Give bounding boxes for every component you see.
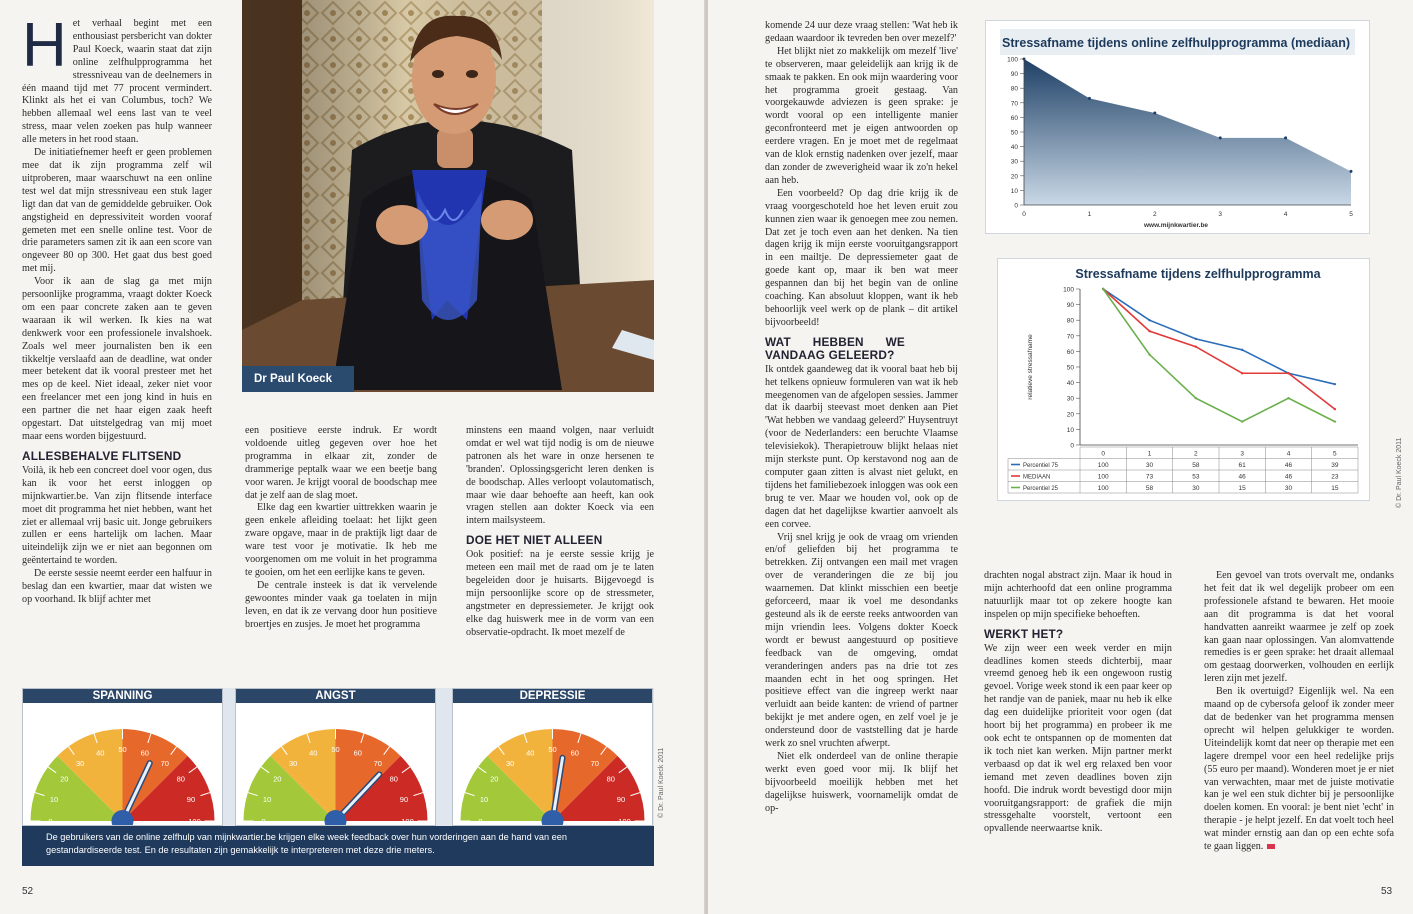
data-point <box>1153 112 1156 115</box>
y-tick-label: 40 <box>1066 380 1074 388</box>
y-tick-label: 100 <box>1063 286 1074 294</box>
y-tick-label: 30 <box>1066 395 1074 403</box>
x-tick-label: 1 <box>1087 211 1092 218</box>
gauge-tick-label: 40 <box>309 748 318 758</box>
gauge-title: DEPRESSIE <box>453 689 652 703</box>
gauge-tick-label: 70 <box>590 758 599 768</box>
gauge-tick-label: 20 <box>490 774 499 784</box>
gauge-tick-label: 60 <box>353 748 362 758</box>
table-cell: 58 <box>1145 485 1154 492</box>
gauge-tick-label: 40 <box>96 748 105 758</box>
table-cell: 30 <box>1192 485 1200 492</box>
gauge-caption: De gebruikers van de online zelfhulp van mijnkwartier.be krijgen elke week feedback over hun vorderingen aan de hand van een gestandardiseerde test. En de resultaten zijn gemakkelijk te interpreteren met deze drie meters. <box>22 826 654 866</box>
data-point <box>1284 136 1287 139</box>
paragraph: Ook positief: na je eerste sessie krijg je meteen een mail met de raad om je te laten begeleiden door je huisarts. Bijgevoegd is mijn persoonlijke score op de stressmeter, angstmeter en depressiemeter. Je krijgt ook elke dag huiswerk mee in de vorm van een observatie-opdracht. Ik moet mezelf de <box>466 549 654 638</box>
table-cell: 53 <box>1192 473 1200 481</box>
table-cell: 61 <box>1238 462 1246 469</box>
data-point <box>1241 349 1243 351</box>
right-col-1 <box>765 20 958 815</box>
chart-percentiles-svg <box>998 259 1369 500</box>
gauge-tick-label: 0 <box>261 817 266 825</box>
data-point <box>1195 346 1197 348</box>
x-tick-label: 4 <box>1286 450 1291 458</box>
right-col-2 <box>984 570 1172 836</box>
data-point <box>1241 372 1243 374</box>
x-tick-label: 0 <box>1022 211 1026 218</box>
table-cell: 100 <box>1097 462 1109 469</box>
table-cell: 46 <box>1284 473 1293 481</box>
x-tick-label: 0 <box>1101 450 1105 458</box>
data-point <box>1334 408 1336 410</box>
table-cell: 100 <box>1097 485 1109 492</box>
paragraph: Een voorbeeld? Op dag drie krijg ik de vraag voorgeschoteld hoe het leven eruit zou kunnen zien waar ik genoegen mee zou nemen. Dat zet je toch even aan het denken. Na tien dagen krijg ik mijn eerste vooruitgangsrapport in een mailtje. De depressiemeter gaat de goede kant op, maar ik ben wat meer gespannen dan bij het begin van de online coaching. Kan absoluut kloppen, want ik heb behoorlijk veel werk op de plank – dit artikel bijvoorbeeld! <box>765 187 958 328</box>
table-cell: 100 <box>1097 473 1109 481</box>
gauge-title: ANGST <box>236 689 435 703</box>
page-number: 52 <box>22 886 34 897</box>
paragraph: Een gevoel van trots overvalt me, ondanks het feit dat ik wel degelijk probeer om een professionele afstand te bewaren. Het mooie aan dit programma is dat het vooral handvatten aanreikt waarmee je zelf op zoek kan gaan naar oplossingen. Van alomvattende remedies is er geen sprake: het draait allemaal om gestaag doorwerken, volhouden en eerlijk leren zijn met jezelf. <box>1204 570 1394 685</box>
table-cell: 30 <box>1145 462 1154 469</box>
gauge-dial <box>236 703 435 825</box>
gauges-panel <box>22 688 654 866</box>
left-page <box>0 0 705 914</box>
gauge-tick-label: 90 <box>399 794 409 804</box>
data-point <box>1088 97 1091 100</box>
y-tick-label: 100 <box>1007 56 1018 64</box>
paragraph: We zijn weer een week verder en mijn deadlines komen steeds dichterbij, maar vreemd genoeg heb ik een ongewoon rustig gevoel. Vorige week stond ik een paar keer op het randje van de paniek, maar nu heb ik elke dag een duidelijke prioriteit voor ogen (dat hoort bij het programma) en probeer ik me ook echt te ontspannen op de momenten dat ik toch niet kan werken. Mijn partner merkt verbaasd op dat ik wel erg relaxed ben voor iemand met zeven deadlines boven zijn hoofd. Die indruk wordt bevestigd door mijn vooruitgangsrapport: de grafiek die mijn stressgehalte voorstelt, vertoont een opvallende neerwaartse knik. <box>984 642 1172 835</box>
chart-title: Stressafname tijdens zelfhulpprogramma <box>1075 267 1321 281</box>
paragraph: Elke dag een kwartier uittrekken waarin je geen enkele afleiding toelaat: het lijkt geen zware opgave, maar in de praktijk ligt daar de ware test voor je motivatie. Ik heb me voorgenomen om me voluit in het programma te gooien, om het een eerlijke kans te geven. <box>245 502 437 578</box>
gauge-tick-label: 50 <box>548 745 557 754</box>
y-tick-label: 20 <box>1010 173 1018 181</box>
paragraph <box>1204 686 1394 854</box>
table-cell: 30 <box>1284 485 1293 492</box>
page-number: 53 <box>1381 886 1393 897</box>
left-col-3 <box>466 425 654 640</box>
y-tick-label: 20 <box>1066 411 1074 419</box>
legend-label: Percentiel 75 <box>1023 463 1059 469</box>
gauge-spanning <box>22 688 223 826</box>
section-heading: ALLESBEHALVE FLITSEND <box>22 448 182 463</box>
gauge-tick-label: 70 <box>373 758 382 768</box>
section-heading: DOE HET NIET ALLEEN <box>466 533 603 548</box>
gauge-tick-label: 50 <box>331 745 340 754</box>
x-tick-label: 2 <box>1152 211 1157 218</box>
y-tick-label: 30 <box>1010 158 1018 166</box>
gauge-tick-label: 20 <box>60 774 69 784</box>
table-cell: 23 <box>1331 473 1339 481</box>
paragraph: Het blijkt niet zo makkelijk om mezelf 'live' te observeren, maar geleidelijk aan krijg ik de smaak te pakken. En ook mijn waardering voor het programma groeit gestaag. Van voorgekauwde adviezen is geen sprake: je wordt vooral op een intelligente manier geconfronteerd met je eigen antwoorden op eerdere vragen. En je moet met de regelmaat van de klok ernstig nadenken over jezelf, maar dan zonder de zweverigheid waar ik zo'n hekel aan heb. <box>765 45 958 186</box>
data-point <box>1195 338 1197 340</box>
y-tick-label: 90 <box>1066 302 1074 310</box>
y-tick-label: 70 <box>1066 333 1074 341</box>
paragraph: et verhaal begint met een enthousiast persbericht van dokter Paul Koeck, waarin staat dat zijn online zelfhulpprogramma het stressniveau van de deelnemers in één maand tijd met 77 procent vermindert. Klinkt als het ei van Columbus, toch? We hebben allemaal wel eens last van te veel stress, maar velen zoeken pas hulp wanneer alle meters in het rood staan. <box>22 18 212 146</box>
data-point <box>1148 330 1150 332</box>
end-mark <box>1267 844 1275 849</box>
data-point <box>1148 319 1150 321</box>
section-heading: WAT HEBBEN WE VANDAAG GELEERD? <box>765 334 905 362</box>
data-point <box>1287 397 1289 399</box>
portrait-photo <box>242 0 654 392</box>
gauge-tick-label: 70 <box>160 758 169 768</box>
table-cell: 46 <box>1238 473 1246 481</box>
left-col-2 <box>245 425 437 632</box>
x-tick-label: 2 <box>1194 450 1198 458</box>
gauge-tick-label: 80 <box>606 774 615 784</box>
y-tick-label: 60 <box>1066 348 1074 356</box>
gauge-angst <box>235 688 436 826</box>
paragraph: Voilà, ik heb een concreet doel voor ogen, dus kan ik voor het eerst inloggen op mijnkwartier.be. Van zijn flitsende interface moet dit programma het niet hebben, want het ziet er allemaal vrij basic uit. Jonge gebruikers zullen er eens hartelijk om lachen. Maar uiteindelijk zijn we er niet aan begonnen om geëntertaind te worden. <box>22 464 212 567</box>
gauge-tick-label: 60 <box>570 748 579 758</box>
gauge-tick-label: 0 <box>48 817 53 825</box>
x-tick-label: 4 <box>1283 211 1288 218</box>
gauge-tick-label: 0 <box>478 817 483 825</box>
paragraph: Ik ontdek gaandeweg dat ik vooral baat heb bij het telkens opnieuw formuleren van wat ik heb meegenomen van de afgelopen sessies. Jammer dat ik daarbij steevast moet denken aan Piet 'Wat hebben we vandaag geleerd?' Huysentruyt (voor de Nederlanders: een beruchte Vlaamse televisiekok). Therapietrouw blijkt helaas niet mijn sterkste punt. Op kerstavond nog aan de computer gaan zitten is alvast niet gelukt, en tijdens het familiebezoek inloggen was ook een brug te ver. Maar we houden vol, ook op de dagen dat het dagelijkse kwartier aanvoelt als een corvee. <box>765 363 958 530</box>
portrait-illustration <box>242 0 654 392</box>
copyright-vertical: © Dr. Paul Koeck 2011 <box>1396 437 1403 508</box>
gauge-tick-label: 40 <box>526 748 535 758</box>
table-cell: 73 <box>1145 473 1154 481</box>
data-point <box>1334 420 1336 422</box>
x-tick-label: 3 <box>1240 450 1244 458</box>
gauge-tick-label: 30 <box>289 758 298 768</box>
gauge-tick-label: 10 <box>49 794 59 804</box>
y-tick-label: 0 <box>1070 442 1074 450</box>
table-cell: 15 <box>1331 485 1339 492</box>
section-heading: WERKT HET? <box>984 626 1064 641</box>
paragraph: een positieve eerste indruk. Er wordt voldoende uitleg gegeven over hoe het programma in elkaar zit, zonder de drammerige peptalk waar we een beetje bang voor waren. Je krijgt vooral de boodschap mee dat je zelf aan de slag moet. <box>245 425 437 501</box>
paragraph: Vrij snel krijg je ook de vraag om vrienden en/of geliefden bij het programma te betrekken. Zij ontvangen een mail met vragen over de veranderingen die ze bij jou waarnemen. Dat klinkt misschien een beetje geforceerd, maar ik voel me desondanks gesteund als ik de eerste reeks antwoorden van mijn vriendin lees. Volgens dokter Koeck wordt er bewust aangestuurd op positieve feedback van de omgeving, omdat veranderingen anders pas na drie tot zes maanden echt in het oog springen. Het positieve effect van die ingreep werkt naar verluidt aan beide kanten: de vriend of partner bekijkt je met andere ogen, en zelf voel je je ondersteund door de vaststelling dat je harde werk zo snel vruchten afwerpt. <box>765 531 958 750</box>
y-tick-label: 50 <box>1010 129 1018 137</box>
paragraph-text: Ben ik overtuigd? Eigenlijk wel. Na een maand op de cybersofa geloof ik zonder meer dat de bedenker van het programma mensen oprecht wil helpen gelukkiger te worden. Uiteindelijk komt dat neer op therapie met een lagere drempel voor een heel redelijke prijs (55 euro per maand). Wonderen moet je er niet van verwachten, maar met de juiste motivatie kan je wel een stuk dichter bij je persoonlijke doelen komen. En vooral: je bent niet 'echt' in therapie - je helpt jezelf. En dat voelt toch heel wat minder ernstig aan dan op een echte sofa te gaan liggen. <box>1204 686 1394 853</box>
y-tick-label: 10 <box>1010 187 1018 195</box>
data-point <box>1334 383 1336 385</box>
gauge-tick-label: 20 <box>273 774 282 784</box>
data-point <box>1287 372 1289 374</box>
photo-caption: Dr Paul Koeck <box>242 366 354 392</box>
data-point <box>1102 288 1104 290</box>
gauge-tick-label: 10 <box>262 794 272 804</box>
y-tick-label: 60 <box>1010 114 1018 122</box>
legend-label: MEDIAAN <box>1023 474 1051 481</box>
y-tick-label: 70 <box>1010 100 1018 108</box>
paragraph: komende 24 uur deze vraag stellen: 'Wat heb ik gedaan waardoor ik tevreden ben over mezelf?' <box>765 20 958 44</box>
gauge-dial <box>23 703 222 825</box>
copyright-vertical: © Dr. Paul Koeck 2011 <box>658 747 665 818</box>
chart-title: Stressafname tijdens online zelfhulpprogramma (mediaan) <box>1002 36 1350 50</box>
data-point <box>1241 420 1243 422</box>
chart-median-area-svg <box>986 21 1369 233</box>
gauge-tick-label: 90 <box>616 794 626 804</box>
y-tick-label: 0 <box>1014 202 1018 210</box>
chart-source: www.mijnkwartier.be <box>1143 222 1209 229</box>
data-point <box>1219 136 1222 139</box>
x-tick-label: 5 <box>1333 450 1337 458</box>
table-cell: 46 <box>1284 462 1293 469</box>
chart-median-area <box>985 20 1370 234</box>
gauge-tick-label: 30 <box>506 758 515 768</box>
x-tick-label: 3 <box>1218 211 1223 218</box>
table-cell: 15 <box>1238 485 1246 492</box>
paragraph: minstens een maand volgen, naar verluidt omdat er wel wat tijd nodig is om de nieuwe patronen als het ware in onze hersenen te 'branden'. Oplossingsgericht leren denken is de boodschap. Alles verloopt volautomatisch, maar wie daar behoefte aan heeft, kan ook vragen stellen aan dokter Koeck via een intern mailsysteem. <box>466 425 654 527</box>
gauge-depressie <box>452 688 653 826</box>
dropcap: H <box>22 11 67 80</box>
right-page <box>708 0 1413 914</box>
gauge-tick-label: 80 <box>389 774 398 784</box>
paragraph: Voor ik aan de slag ga met mijn persoonlijke programma, vraagt dokter Koeck om een paar concrete zaken aan te geven waaraan ik wil werken. Ik kies na wat denkwerk voor een professionele invalshoek. Zoals wel meer journalisten ben ik een tikkeltje verslaafd aan de deadline, wat onder meer betekent dat ik vooral presteer met het mes op de keel. Niet ideaal, zeker niet voor een freelancer met een jong kind in huis en een partner die net haar eigen zaak heeft opgestart. Dat uitstelgedrag van mij moet maar eens worden bijgestuurd. <box>22 276 212 442</box>
gauge-tick-label: 100 <box>618 817 631 825</box>
paragraph: Niet elk onderdeel van de online therapie werkt even goed voor mij. Ik blijf het bijvoorbeeld moeilijk hebben met het dagelijkse huiswerk, voornamelijk omdat de op- <box>765 750 958 814</box>
gauge-tick-label: 90 <box>186 794 196 804</box>
y-axis-label: relatieve stressafname <box>1027 334 1034 400</box>
gauge-tick-label: 80 <box>176 774 185 784</box>
paragraph: De initiatiefnemer heeft er geen problemen mee dat ik zijn programma zelf wil uitproberen, maar waarschuwt na een online test wel dat mijn stressniveau een stuk lager ligt dan dat van de gemiddelde gebruiker. Ook angstigheid en depressiviteit worden vooraf gemeten met een snelle online test. Voor de drie parameters samen zit ik aan een score van ongeveer 80 op 300. Het gaat dus best goed met mij. <box>22 147 212 275</box>
paragraph: De eerste sessie neemt eerder een halfuur in beslag dan een kwartier, maar dat wisten we op voorhand. Ik blijf achter met <box>22 568 212 605</box>
table-cell: 39 <box>1331 462 1339 469</box>
y-tick-label: 90 <box>1010 71 1018 79</box>
left-col-1 <box>22 11 212 607</box>
legend-label: Percentiel 25 <box>1023 486 1059 492</box>
gauge-tick-label: 30 <box>76 758 85 768</box>
data-point <box>1350 170 1353 173</box>
gauge-tick-label: 100 <box>401 817 414 825</box>
right-col-3 <box>1204 570 1394 854</box>
y-tick-label: 50 <box>1066 364 1074 372</box>
x-tick-label: 5 <box>1349 211 1353 218</box>
gauge-tick-label: 60 <box>140 748 149 758</box>
gauge-tick-label: 100 <box>188 817 201 825</box>
paragraph: De centrale insteek is dat ik vervelende gewoontes minder vaak ga toelaten in mijn leven, en dat ik ze vervang door hun positieve broertjes en zusjes. Je moet het programma <box>245 579 437 630</box>
gauge-dial <box>453 703 652 825</box>
table-cell: 58 <box>1192 462 1200 469</box>
y-tick-label: 40 <box>1010 144 1018 152</box>
x-tick-label: 1 <box>1147 450 1152 458</box>
data-point <box>1195 397 1197 399</box>
chart-percentiles <box>997 258 1370 501</box>
y-tick-label: 80 <box>1010 85 1018 93</box>
gauge-tick-label: 10 <box>479 794 489 804</box>
gauge-title: SPANNING <box>23 689 222 703</box>
gauge-tick-label: 50 <box>118 745 127 754</box>
data-point <box>1148 353 1150 355</box>
paragraph: drachten nogal abstract zijn. Maar ik houd in mijn achterhoofd dat een online programma natuurlijk maar tot op zekere hoogte kan inspelen op mijn specifieke behoeften. <box>984 570 1172 620</box>
y-tick-label: 80 <box>1066 317 1074 325</box>
y-tick-label: 10 <box>1066 426 1074 434</box>
